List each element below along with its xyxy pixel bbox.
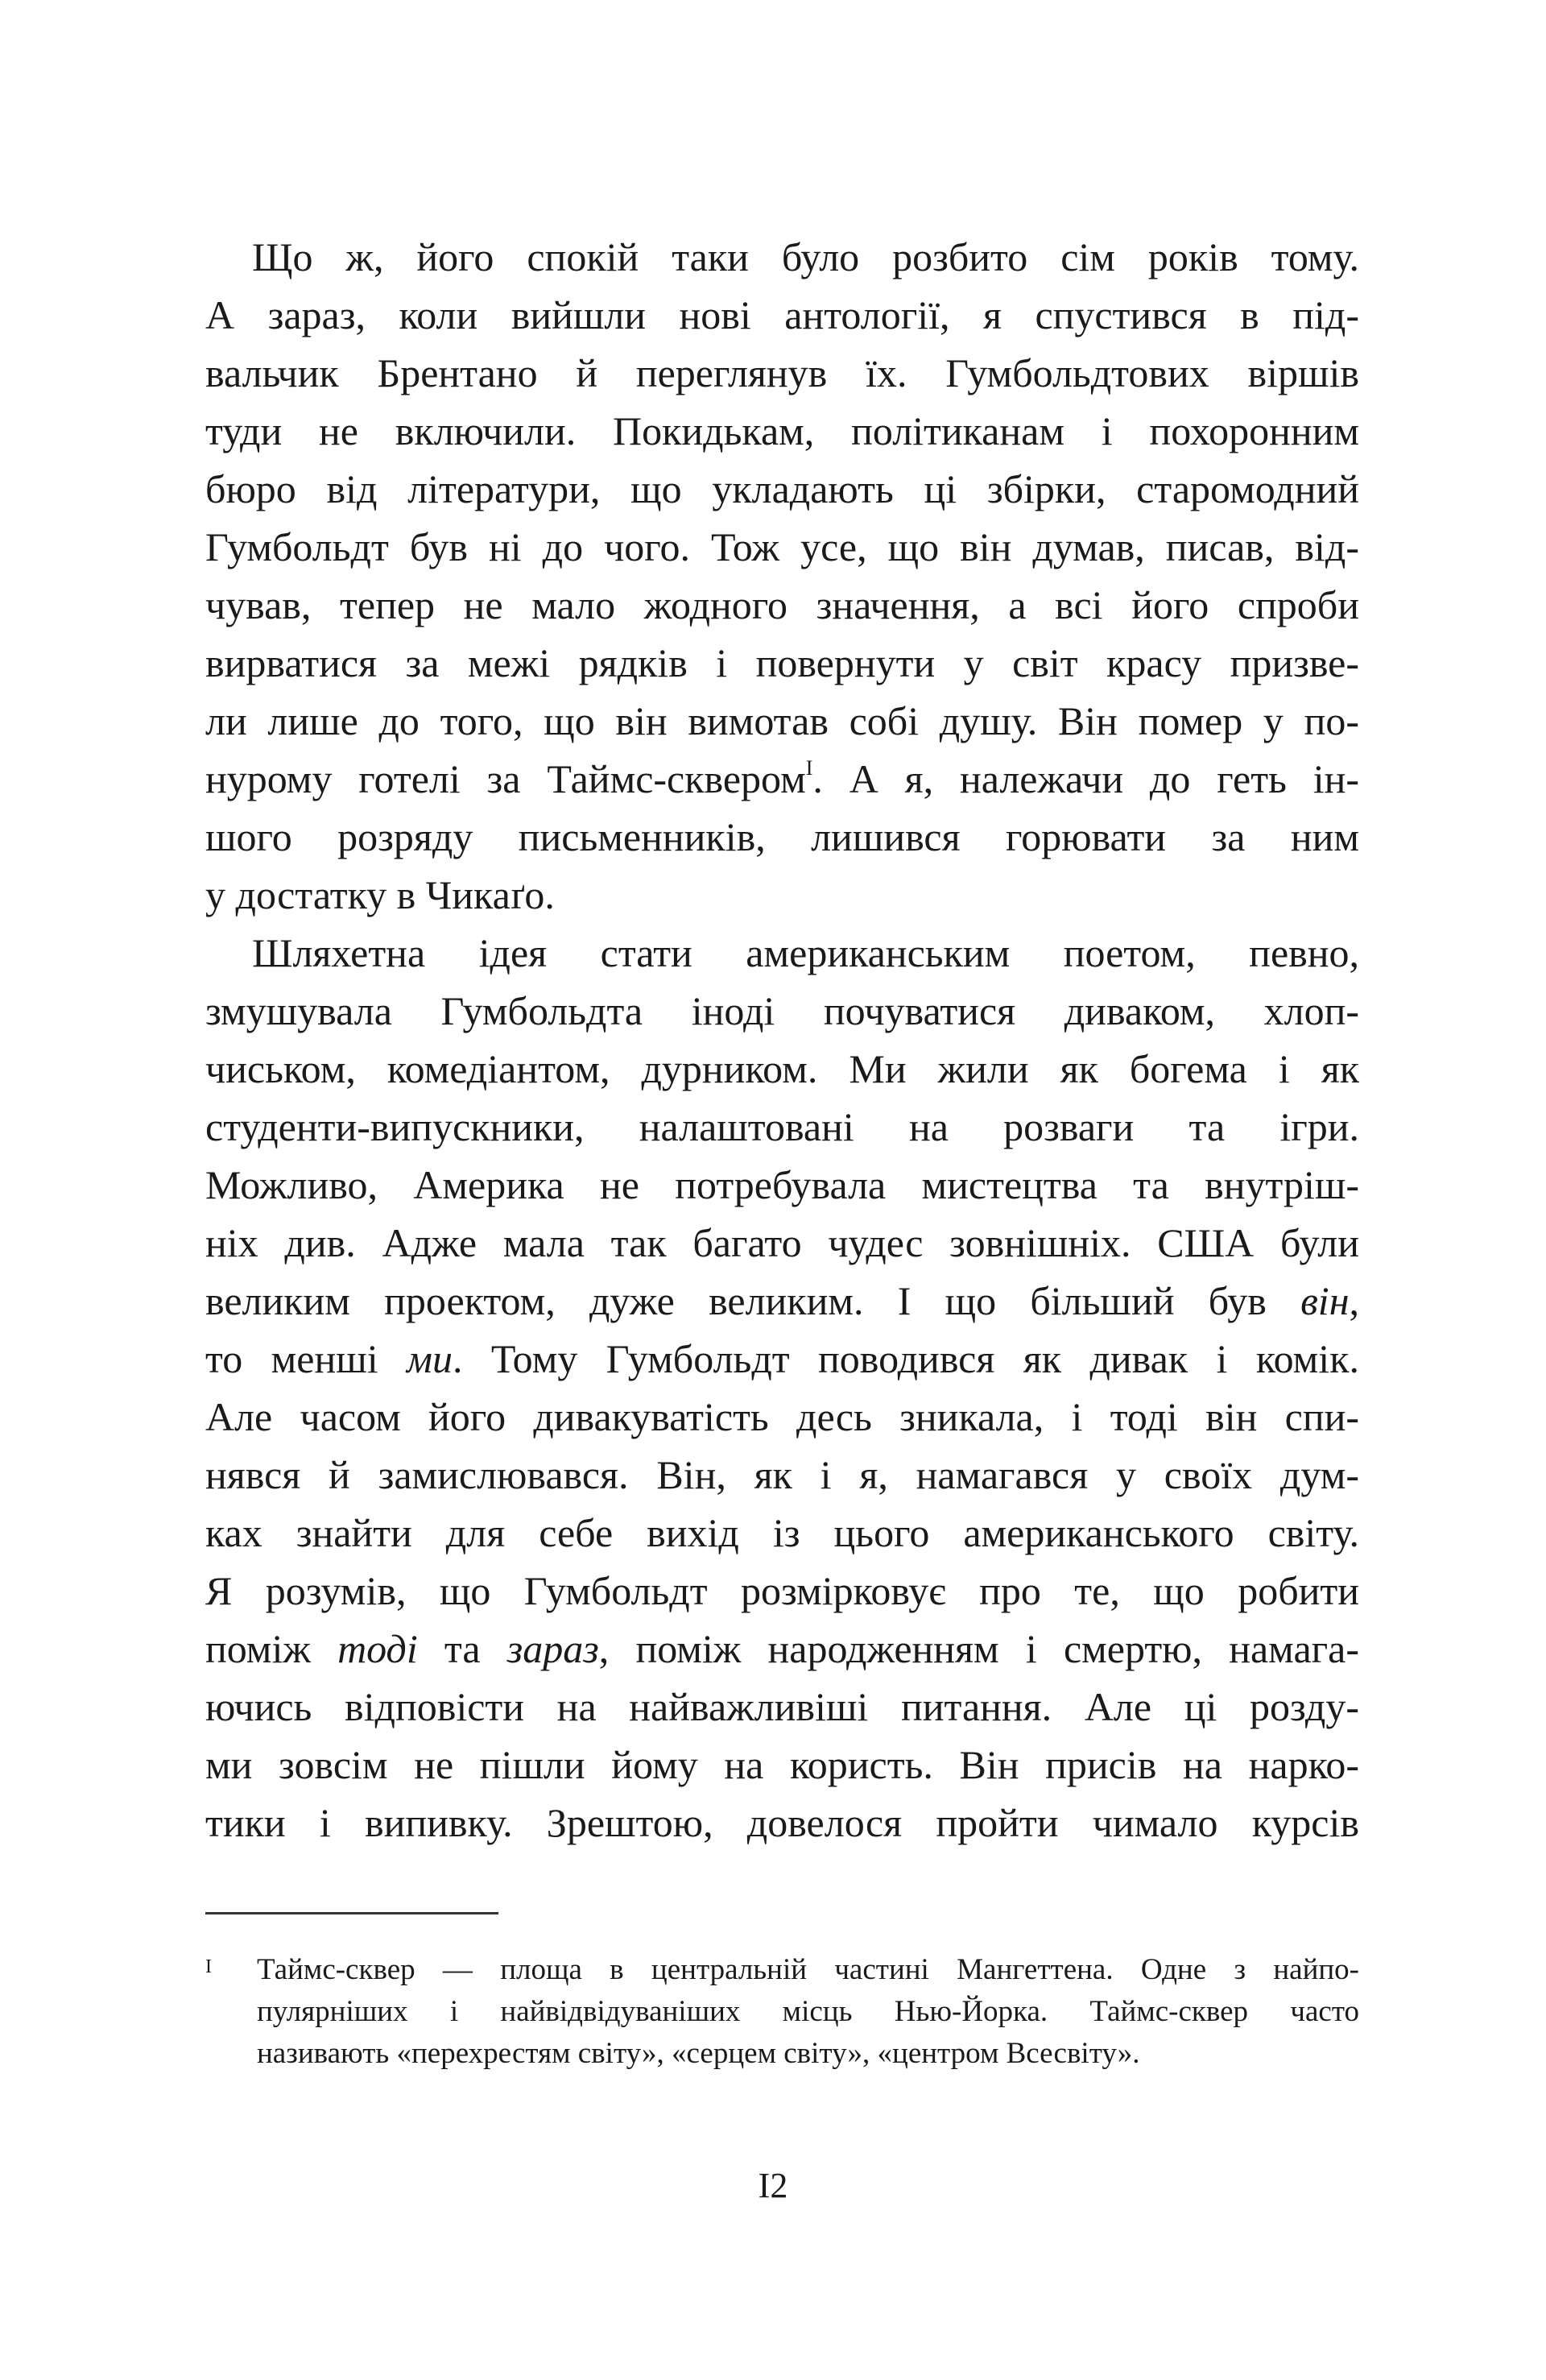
text-segment: . Тому Гумбольдт поводився як дивак і комік. <box>452 1336 1359 1381</box>
text-segment: , поміж народженням і смертю, намага- <box>598 1626 1360 1671</box>
text-line <box>205 982 1359 1040</box>
text-line <box>205 924 1359 982</box>
text-segment: бюро від літератури, що укладають ці збірки, старомодний <box>205 466 1359 511</box>
text-line <box>205 1678 1359 1736</box>
italic-text: він <box>1300 1278 1350 1323</box>
text-segment: нурому готелі за Таймс-сквером <box>205 756 806 801</box>
text-line <box>205 1794 1359 1852</box>
footnote <box>205 1949 1359 2075</box>
footnote-line: Таймс-сквер — площа в центральній частині Мангеттена. Одне з найпо- <box>257 1953 1359 1986</box>
paragraph <box>205 228 1359 924</box>
text-segment: чував, тепер не мало жодного значення, а всі його спроби <box>205 582 1359 627</box>
text-line <box>205 1214 1359 1272</box>
text-segment: великим проектом, дуже великим. І що більший був <box>205 1278 1301 1323</box>
text-line <box>205 1330 1359 1388</box>
footnote-reference[interactable]: I <box>805 756 813 780</box>
text-segment: студенти-випускники, налаштовані на розваги та ігри. <box>205 1104 1359 1149</box>
text-segment: нявся й замислювався. Він, як і я, намагався у своїх дум- <box>205 1452 1359 1497</box>
footnote-divider <box>205 1912 498 1914</box>
footnote-line: називають «перехрестям світу», «серцем світу», «центром Всесвіту». <box>257 2037 1140 2070</box>
text-line <box>205 808 1359 866</box>
text-segment: А зараз, коли вийшли нові антології, я спустився в під- <box>205 292 1359 337</box>
text-segment: Я розумів, що Гумбольдт розмірковує про те, що робити <box>205 1568 1359 1613</box>
text-line <box>205 1562 1359 1620</box>
text-line <box>205 1504 1359 1562</box>
text-segment: змушувала Гумбольдта іноді почуватися диваком, хлоп- <box>205 988 1359 1033</box>
text-segment: то менші <box>205 1336 407 1381</box>
text-segment: Але часом його дивакуватість десь зникала, і тоді він спи- <box>205 1394 1359 1439</box>
italic-text: ми <box>407 1336 453 1381</box>
text-line <box>205 460 1359 518</box>
text-segment: вальчик Брентано й переглянув їх. Гумбольдтових віршів <box>205 350 1359 395</box>
footnote-text <box>257 1949 1359 2075</box>
text-segment: шого розряду письменників, лишився горювати за ним <box>205 814 1359 859</box>
text-line <box>205 402 1359 460</box>
text-segment: тики і випивку. Зрештою, довелося пройти чимало курсів <box>205 1800 1359 1845</box>
text-segment: туди не включили. Покидькам, політиканам і похоронним <box>205 408 1359 453</box>
body-text <box>205 228 1359 1852</box>
text-segment: чиськом, комедіантом, дурником. Ми жили як богема і як <box>205 1046 1359 1091</box>
text-line <box>205 286 1359 344</box>
text-line <box>205 634 1359 692</box>
text-line <box>205 1040 1359 1098</box>
footnote-line: пулярніших і найвідвідуваніших місць Нью-Йорка. Таймс-сквер часто <box>257 1995 1359 2028</box>
text-segment: ніх див. Адже мала так багато чудес зовнішніх. США були <box>205 1220 1359 1265</box>
text-segment: вирватися за межі рядків і повернути у світ красу призве- <box>205 640 1359 685</box>
text-line <box>205 1736 1359 1794</box>
text-line <box>205 576 1359 634</box>
footnote-marker: I <box>205 1956 212 1977</box>
text-segment: Гумбольдт був ні до чого. Тож усе, що він думав, писав, від- <box>205 524 1359 569</box>
text-line <box>205 1388 1359 1446</box>
text-line <box>205 1098 1359 1156</box>
text-line <box>205 1446 1359 1504</box>
text-segment: Шляхетна ідея стати американським поетом, певно, <box>252 930 1359 975</box>
text-segment: . А я, належачи до геть ін- <box>812 756 1359 801</box>
text-line <box>205 692 1359 750</box>
paragraph <box>205 924 1359 1852</box>
text-line <box>205 228 1359 286</box>
italic-text: тоді <box>337 1626 418 1671</box>
text-segment: ючись відповісти на найважливіші питання. Але ці розду- <box>205 1684 1359 1729</box>
text-segment: Що ж, його спокій таки було розбито сім років тому. <box>252 234 1359 279</box>
text-line <box>205 1620 1359 1678</box>
text-segment: , <box>1349 1278 1359 1323</box>
text-line <box>205 518 1359 576</box>
text-segment: Можливо, Америка не потребувала мистецтва та внутріш- <box>205 1162 1359 1207</box>
text-line <box>205 1272 1359 1330</box>
text-line <box>205 750 1359 808</box>
italic-text: зараз <box>506 1626 599 1671</box>
text-segment: поміж <box>205 1626 338 1671</box>
text-segment: ках знайти для себе вихід із цього американського світу. <box>205 1510 1359 1555</box>
text-segment: ми зовсім не пішли йому на користь. Він присів на нарко- <box>205 1742 1359 1787</box>
text-segment: у достатку в Чикаґо. <box>205 872 555 917</box>
page-number: I2 <box>758 2166 788 2205</box>
text-line <box>205 344 1359 402</box>
text-line <box>205 1156 1359 1214</box>
text-segment: ли лише до того, що він вимотав собі душу. Він помер у по- <box>205 698 1359 743</box>
text-segment: та <box>417 1626 507 1671</box>
text-line <box>205 866 1359 924</box>
